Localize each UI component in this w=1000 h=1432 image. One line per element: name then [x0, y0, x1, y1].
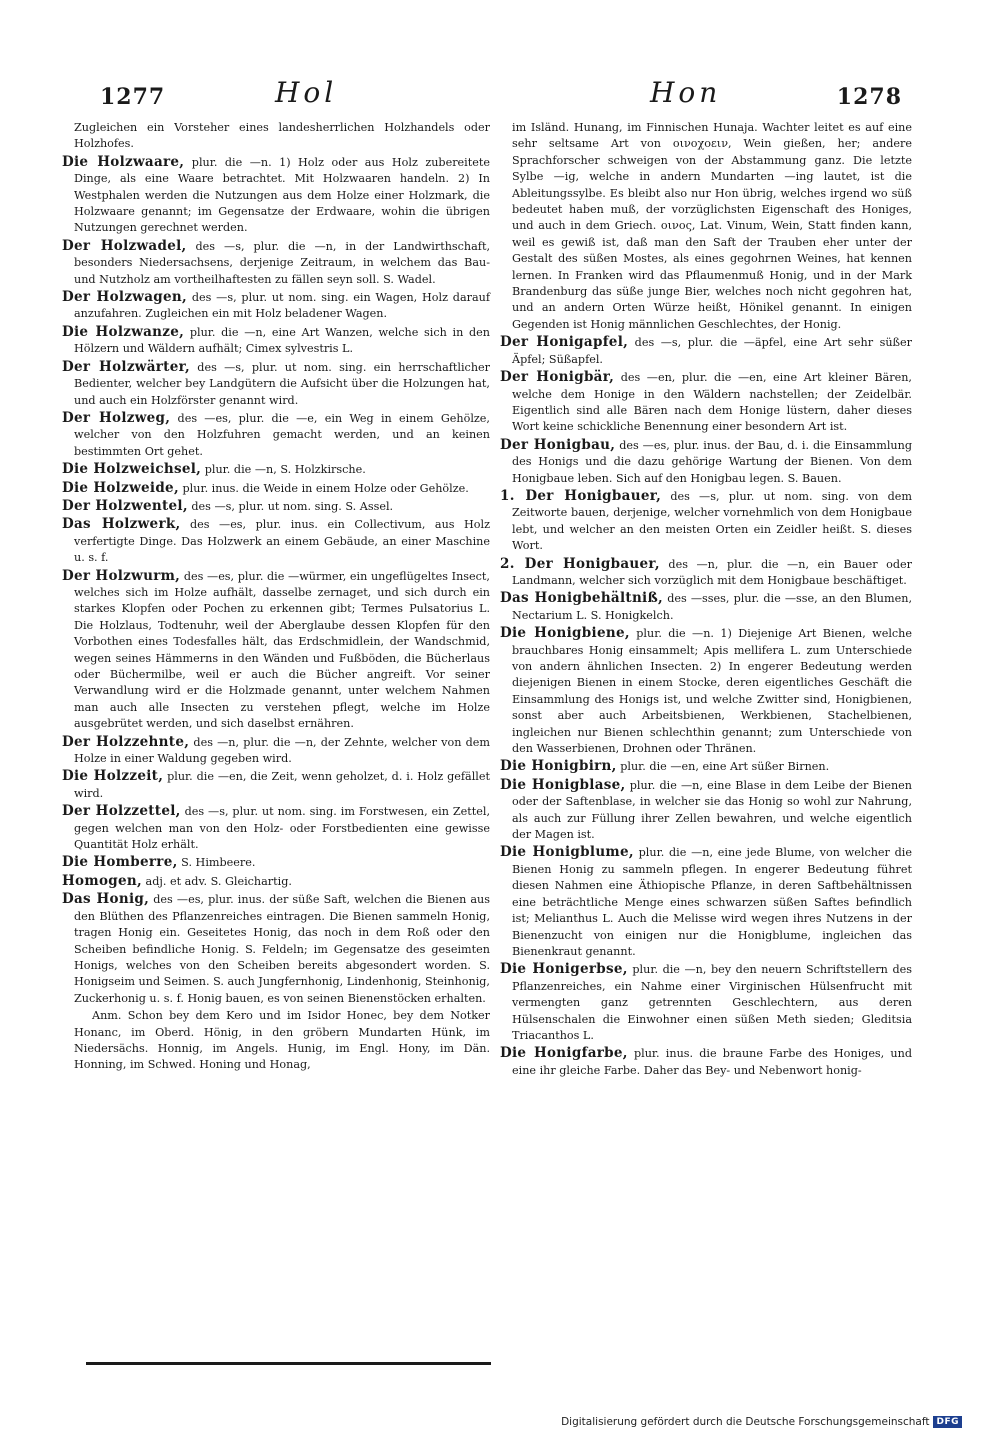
entry-headword: Die Holzweide, — [62, 479, 179, 496]
entry-headword: Der Holzwurm, — [62, 567, 181, 584]
dictionary-entry — [62, 410, 490, 460]
entry-headword: Die Honigblume, — [500, 844, 634, 861]
entry-text: plur. die —n, S. Holzkirsche. — [201, 463, 366, 477]
entry-text: plur. inus. die Weide in einem Holze oder Gehölze. — [178, 481, 469, 495]
entry-headword: Das Honig, — [62, 891, 150, 908]
entry-text: adj. et adv. S. Gleichartig. — [142, 874, 292, 888]
entry-headword: Der Holzwadel, — [62, 237, 187, 254]
dictionary-entry — [500, 437, 912, 487]
entry-headword: Der Holzzehnte, — [62, 733, 190, 750]
entry-text: plur. die —n, eine Blase in dem Leibe der Bienen oder der Saftenblase, in welcher sie das Honig so wohl zur Nahrung, als auch zur Füllung ihrer Zellen bewahren, und welche eigentlich der Magen ist. — [512, 778, 912, 842]
entry-text: des —sses, plur. die —sse, an den Blumen, Nectarium L. S. Honigkelch. — [512, 592, 912, 622]
entry-text: des —es, plur. die —e, ein Weg in einem Gehölze, welcher von den Holzfuhren gemacht werden, und an keinen bestimmten Ort gehet. — [74, 411, 490, 458]
entry-text: des —es, plur. die —würmer, ein ungeflügeltes Insect, welches sich im Holze aufhält, dasselbe zernaget, und sich durch ein starkes Klopfen oder Pochen zu erkennen gibt; Termes Pulsatorius L. Die Holzlaus, Todtenuhr, weil der Aberglaube dessen Klopfen für den Vorbothen eines Todesfalles hält, das Erdschmidlein, der Wandschmid, wegen seines Hämmerns in den Wänden und Fußböden, die Bücherlaus oder Büchermilbe, weil er auch die Bücher angreift. Vor seiner Verwandlung wird er die Holzmade genannt, unter welchem Nahmen man auch alle Insecten zu verstehen pflegt, welche im Holze ausgebrütet werden, und sich daselbst ernähren. — [74, 569, 490, 731]
entry-headword: Die Honigerbse, — [500, 961, 628, 978]
digitization-footer — [561, 1416, 962, 1428]
entry-headword: Die Honigbirn, — [500, 758, 617, 775]
entry-text: plur. die —en, eine Art süßer Birnen. — [616, 760, 830, 774]
entry-text: plur. die —n. 1) Holz oder aus Holz zubereitete Dinge, als eine Waare betrachtet. Mit Holzwaaren handeln. 2) In Westphalen werden die Nutzungen aus dem Holze einer Holzmark, die Holzwaare genannt; im Gegensatze der Erdwaare, wohin die übrigen Nutzungen gerechnet werden. — [74, 155, 490, 235]
entry-headword: Die Honigfarbe, — [500, 1045, 628, 1062]
entry-headword: Der Holzwagen, — [62, 289, 188, 306]
entry-text: des —es, plur. inus. der Bau, d. i. die Einsammlung des Honigs und die dazu gehörige Wartung der Bienen. Von dem Honigbaue leben. Sich auf den Honigbau legen. S. Bauen. — [512, 438, 912, 485]
annotation-text: Anm. Schon bey dem Kero und im Isidor Honec, bey dem Notker Honanc, im Oberd. Hönig, in den gröbern Mundarten Hünk, im Niedersächs. Honnig, im Angels. Hunig, im Engl. Hony, im Dän. Honning, im Schwed. Honing und Honag, — [74, 1009, 490, 1072]
entry-text: S. Himbeere. — [177, 856, 256, 870]
footer-credit-text: Digitalisierung gefördert durch die Deutsche Forschungsgemeinschaft — [561, 1416, 930, 1428]
entry-headword: Homogen, — [62, 872, 142, 889]
entry-text: plur. die —n, eine Art Wanzen, welche sich in den Hölzern und Wäldern aufhält; Cimex sylvestris L. — [74, 325, 490, 356]
entry-text: Zugleichen ein Vorsteher eines landesherrlichen Holzhandels oder Holzhofes. — [74, 121, 490, 151]
entry-text: des —es, plur. inus. der süße Saft, welchen die Bienen aus den Blüthen des Pflanzenreiches eintragen. Die Bienen sammeln Honig, tragen Honig ein. Geseitetes Honig, das noch in dem Roß oder den Scheiben befindliche Honig. S. Feldeln; im Gegensatze des geseimten Honigs, welches von den Scheiben bereits abgesondert worden. S. Honigseim und Seimen. S. auch Jungfernhonig, Lindenhonig, Steinhonig, Zuckerhonig u. s. f. Honig bauen, es von seinen Bienenstöcken erhalten. — [74, 893, 490, 1005]
entry-headword: Die Homberre, — [62, 854, 178, 871]
dictionary-entry — [500, 590, 912, 624]
entry-headword: Die Honigbiene, — [500, 625, 630, 642]
dictionary-entry — [62, 516, 490, 566]
dictionary-entry — [62, 238, 490, 288]
dictionary-entry — [500, 625, 912, 757]
entry-headword: Der Holzzettel, — [62, 803, 181, 820]
dictionary-entry — [500, 488, 912, 555]
page-header — [90, 70, 910, 120]
entry-headword: Der Holzwentel, — [62, 497, 188, 514]
dictionary-entry — [500, 777, 912, 844]
dictionary-entry — [500, 334, 912, 368]
dictionary-entry — [62, 480, 490, 497]
entry-headword: Der Holzweg, — [62, 409, 171, 426]
entry-headword: 1. Der Honigbauer, — [500, 487, 662, 504]
entry-text: im Isländ. Hunang, im Finnischen Hunaja. Wachter leitet es auf eine sehr seltsame Art von οινοχοειν, Wein gießen, her; andere Sprachforscher schweigen von der Abstammung ganz. Die letzte Sylbe —ig, welche in andern Mundarten —ing lautet, ist die Ableitungssylbe. Es bleibt also nur Hon übrig, welches irgend wo süß bedeutet haben muß, der vorzüglichsten Eigenschaft des Honiges, und auch in dem Griech. οινος, Lat. Vinum, Wein, Statt finden kann, weil es gewiß ist, daß man den Saft der Trauben eher unter der Gestalt des süßen Mostes, als eines gegohrnen Weines, hat kennen lernen. In Franken wird das Pflaumenmuß Honig, und in der Mark Brandenburg das süße junge Bier, welches noch nicht gegohren hat, und an andern Orten Würze heißt, Hönikel genannt. In einigen Gegenden ist Honig männlichen Geschlechtes, der Honig. — [512, 121, 912, 331]
dictionary-entry — [62, 498, 490, 515]
entry-text: des —n, plur. die —n, der Zehnte, welcher von dem Holze in einer Waldung gegeben wird. — [74, 735, 491, 766]
entry-text: des —s, plur. ut nom. sing. ein Wagen, Holz darauf anzufahren. Zugleichen ein mit Holz beladener Wagen. — [74, 291, 490, 321]
entry-headword: Die Holzzeit, — [62, 768, 164, 785]
entry-headword: Der Honigapfel, — [500, 334, 629, 351]
dfg-logo-icon: DFG — [933, 1416, 962, 1428]
entry-text: des —n, plur. die —n, ein Bauer oder Landmann, welcher sich vorzüglich mit dem Honigbaue beschäftiget. — [512, 557, 912, 587]
dictionary-entry — [62, 120, 490, 153]
entry-headword: Die Holzwanze, — [62, 323, 185, 340]
entry-headword: Der Holzwärter, — [62, 358, 191, 375]
entry-headword: Das Honigbehältniß, — [500, 590, 664, 607]
entry-text: des —s, plur. ut nom. sing. ein herrschaftlicher Bedienter, welcher bey Landgütern die Aufsicht über die Holzungen hat, und auch ein Holzförster genannt wird. — [74, 360, 490, 407]
dictionary-entry — [62, 461, 490, 478]
entry-text: plur. die —n. 1) Diejenige Art Bienen, welche brauchbares Honig einsammelt; Apis mellifera L. zum Unterschiede von andern ähnlichen Insecten. 2) In engerer Bedeutung werden diejenigen Bienen in einem Stocke, deren eigentliches Geschäft die Einsammlung des Honigs ist, und welche Zwitter sind, Honigbienen, sonst aber auch Arbeitsbienen, Werkbienen, Stachelbienen, ingleichen nur Bienen schlechthin genannt; zum Unterschiede von den Wasserbienen, Drohnen oder Thränen. — [512, 627, 913, 756]
dictionary-entry — [62, 154, 490, 237]
entry-headword: Die Holzweichsel, — [62, 461, 202, 478]
dictionary-entry — [500, 120, 912, 333]
entry-text: plur. die —n, bey den neuern Schriftstellern des Pflanzenreiches, ein Nahme einer Virginischen Hülsenfrucht mit vermengten ganz getrennten Geschlechtern, aus deren Hülsenschalen die Einwohner einen süßen Meth sieden; Gleditsia Triacanthos L. — [512, 963, 912, 1042]
dictionary-entry — [62, 803, 490, 853]
left-column — [62, 120, 490, 1075]
dictionary-entry — [62, 854, 490, 871]
dictionary-annotation — [62, 1008, 490, 1074]
dictionary-entry — [500, 961, 912, 1044]
entry-text: des —s, plur. ut nom. sing. im Forstwesen, ein Zettel, gegen welchen man von den Holz- oder Forstbedienten eine gewisse Quantität Holz erhält. — [74, 805, 490, 852]
entry-text: des —s, plur. ut nom. sing. S. Assel. — [187, 499, 394, 513]
dictionary-entry — [62, 734, 490, 768]
dictionary-entry — [500, 844, 912, 960]
dictionary-entry — [62, 568, 490, 733]
dictionary-entry — [62, 289, 490, 323]
entry-headword: 2. Der Honigbauer, — [500, 555, 660, 572]
entry-headword: Der Honigbau, — [500, 436, 616, 453]
entry-text: des —s, plur. ut nom. sing. von dem Zeitworte bauen, derjenige, welcher vornehmlich von dem Honigbaue lebt, und welcher an den meisten Orten ein Zeidler heißt. S. dieses Wort. — [512, 489, 912, 553]
entry-headword: Die Holzwaare, — [62, 153, 185, 170]
dictionary-entry — [500, 556, 912, 590]
page-number-right: 1278 — [836, 84, 902, 110]
dictionary-entry — [62, 891, 490, 1007]
dictionary-entry — [62, 324, 490, 358]
page-number-left: 1277 — [100, 84, 166, 110]
entry-headword: Der Honigbär, — [500, 369, 615, 386]
dictionary-entry — [500, 369, 912, 436]
dictionary-entry — [500, 1045, 912, 1079]
dictionary-entry — [62, 359, 490, 409]
entry-text: des —s, plur. die —n, in der Landwirthschaft, besonders Niedersachsens, derjenige Zeitraum, in welchem das Bau- und Nutzholz am vortheilhaftesten zu fällen seyn soll. S. Wadel. — [74, 239, 491, 286]
dictionary-entry — [500, 758, 912, 775]
running-head-right: Hon — [650, 76, 722, 109]
entry-text: des —es, plur. inus. ein Collectivum, aus Holz verfertigte Dinge. Das Holzwerk an einem Gebäude, an einer Maschine u. s. f. — [74, 518, 490, 565]
column-end-rule — [86, 1362, 491, 1365]
entry-text: des —en, plur. die —en, eine Art kleiner Bären, welche dem Honige in den Wäldern nachstellen; der Zeidelbär. Eigentlich sind alle Bären nach dem Honige lüstern, daher dieses Wort keine schickliche Benennung einer besondern Art ist. — [512, 371, 912, 434]
entry-text: plur. inus. die braune Farbe des Honiges, und eine ihr gleiche Farbe. Daher das Bey- und Nebenwort honig- — [512, 1047, 912, 1077]
entry-text: plur. die —en, die Zeit, wenn geholzet, d. i. Holz gefället wird. — [74, 770, 490, 800]
entry-headword: Das Holzwerk, — [62, 516, 181, 533]
entry-headword: Die Honigblase, — [500, 776, 626, 793]
entry-text: plur. die —n, eine jede Blume, von welcher die Bienen Honig zu sammeln pflegen. In engerer Bedeutung führet diesen Nahmen eine Äthiopische Pflanze, in deren Saftbehältnissen eine beträchtliche Menge eines schwarzen süßen Saftes befindlich ist; Melianthus L. Auch die Melisse wird wegen ihres Nutzens in der Bienenzucht von einigen nur die Honigblume, ingleichen das Bienenkraut genannt. — [512, 846, 912, 958]
running-head-left: Hol — [275, 76, 338, 109]
dictionary-entry — [62, 873, 490, 890]
entry-text: des —s, plur. die —äpfel, eine Art sehr süßer Äpfel; Süßapfel. — [512, 336, 912, 366]
dictionary-entry — [62, 768, 490, 802]
right-column — [500, 120, 912, 1080]
